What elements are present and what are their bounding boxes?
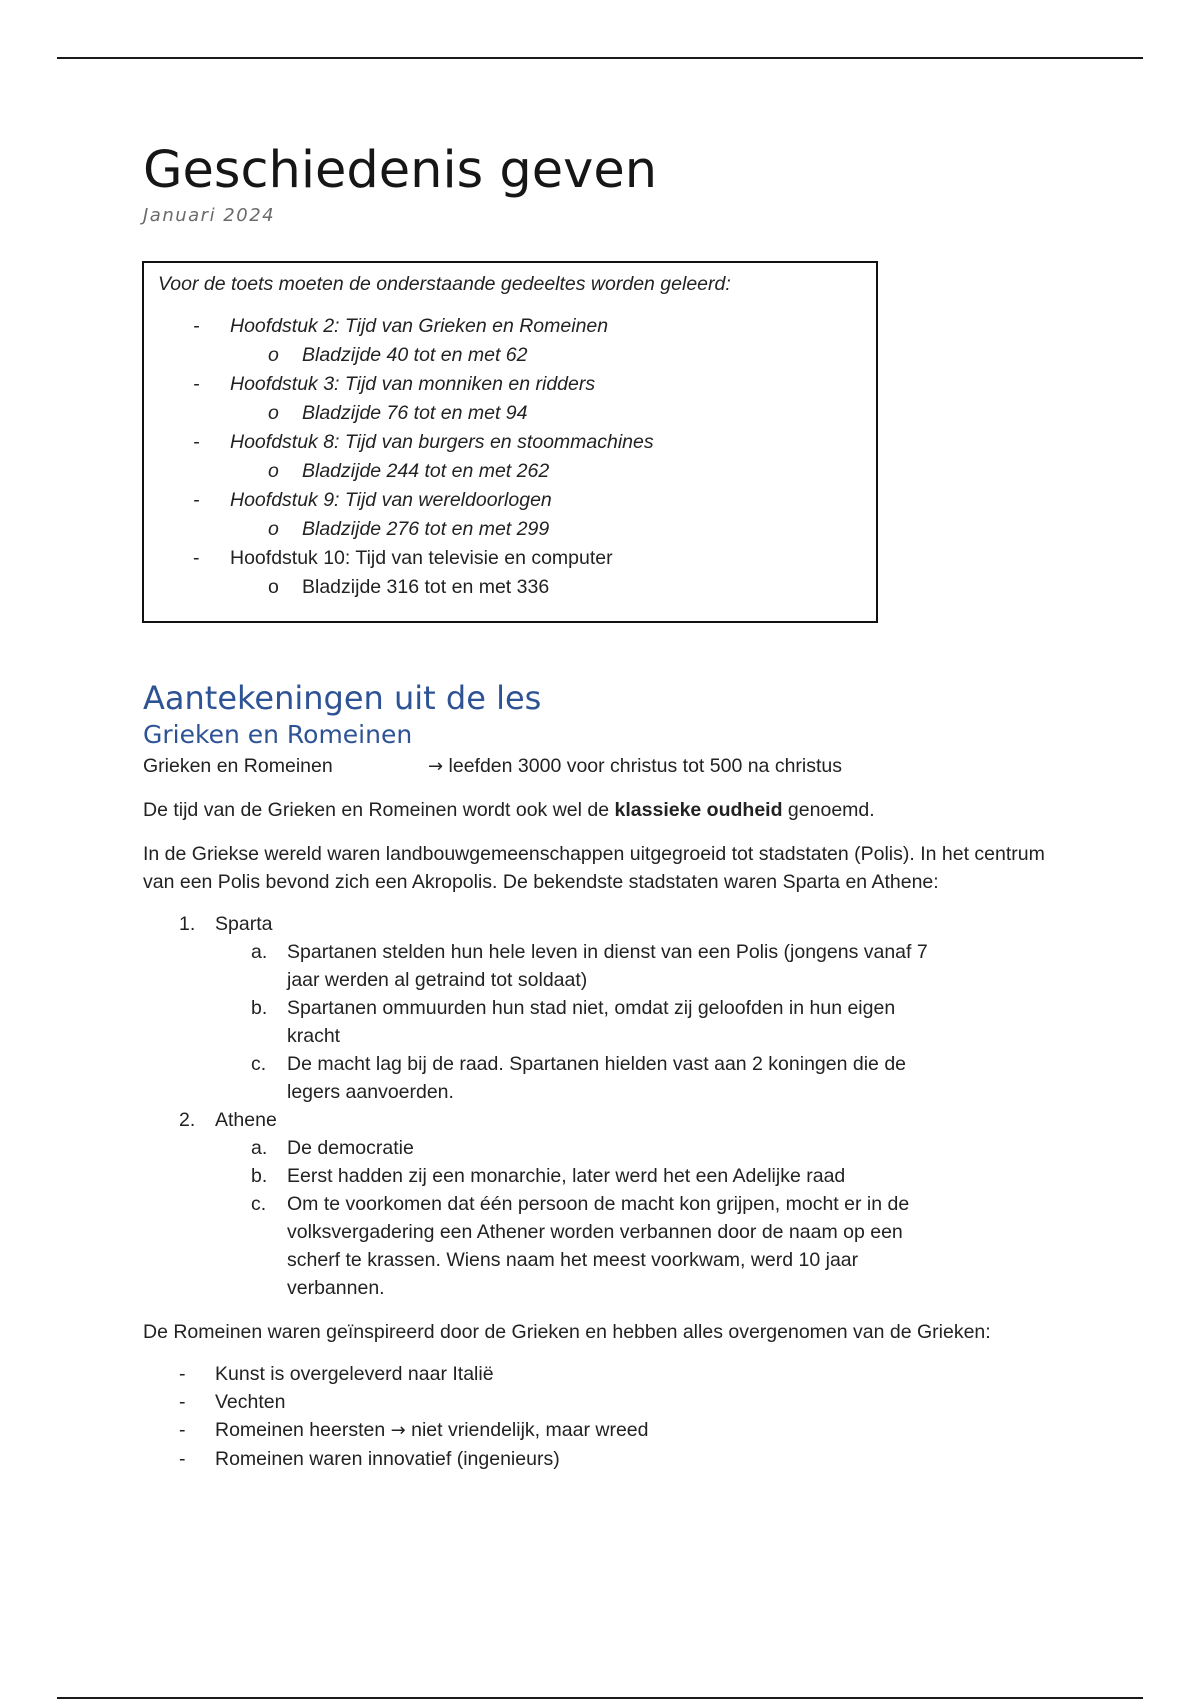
chapter-pages-text: Bladzijde 76 tot en met 94 — [302, 402, 528, 424]
chapter-list — [144, 315, 876, 605]
point-text: De macht lag bij de raad. Spartanen hielden vast aan 2 koningen die de legers aanvoerden. — [287, 1053, 907, 1103]
classic-bold-term: klassieke oudheid — [614, 799, 783, 821]
chapter-pages-text: Bladzijde 244 tot en met 262 — [302, 460, 550, 482]
dash-bullet: - — [179, 1448, 186, 1470]
list-item — [215, 1162, 947, 1190]
chapter-pages-text: Bladzijde 276 tot en met 299 — [302, 518, 550, 540]
chapter-pages — [144, 344, 876, 373]
chapter-pages-text: Bladzijde 316 tot en met 336 — [302, 576, 550, 598]
city-state-points — [215, 938, 1063, 1106]
period-value-wrap — [428, 752, 842, 781]
dash-bullet: - — [193, 547, 200, 569]
list-letter: a. — [251, 941, 268, 963]
point-text: De democratie — [287, 1137, 414, 1159]
chapter-label: Hoofdstuk 2: Tijd van Grieken en Romeinen — [230, 315, 609, 337]
top-rule — [57, 57, 1143, 59]
romans-paragraph: De Romeinen waren geïnspireerd door de Grieken en hebben alles overgenomen van de Grieken: — [143, 1321, 991, 1343]
dash-bullet: - — [193, 431, 200, 453]
list-letter: c. — [251, 1053, 267, 1075]
list-letter: a. — [251, 1137, 268, 1159]
circle-bullet: o — [268, 402, 279, 424]
period-row — [143, 752, 1063, 780]
right-arrow-icon: → — [390, 1420, 406, 1441]
notes-section — [143, 678, 1063, 1473]
study-box — [142, 261, 878, 623]
point-text: Eerst hadden zij een monarchie, later werd het een Adelijke raad — [287, 1165, 846, 1187]
right-arrow-icon: → — [428, 756, 444, 777]
list-letter: c. — [251, 1193, 267, 1215]
circle-bullet: o — [268, 344, 279, 366]
circle-bullet: o — [268, 576, 279, 598]
chapter-label: Hoofdstuk 9: Tijd van wereldoorlogen — [230, 489, 552, 511]
chapter-pages-text: Bladzijde 40 tot en met 62 — [302, 344, 528, 366]
city-state-points — [215, 1134, 1063, 1302]
bottom-rule — [57, 1697, 1143, 1699]
list-number: 2. — [179, 1109, 196, 1131]
point-text: Spartanen ommuurden hun stad niet, omdat zij geloofden in hun eigen kracht — [287, 997, 896, 1047]
list-item — [215, 1134, 947, 1162]
point-text: Spartanen stelden hun hele leven in dienst van een Polis (jongens vanaf 7 jaar werden al getraind tot soldaat) — [287, 941, 928, 991]
point-text: Om te voorkomen dat één persoon de macht kon grijpen, mocht er in de volksvergadering een Athener worden verbannen door de naam op een scherf te krassen. Wiens naam het meest voorkwam, werd 10 jaar verbannen. — [287, 1193, 910, 1299]
chapter-item — [144, 489, 876, 518]
list-item — [215, 1050, 947, 1106]
city-state-list — [143, 910, 1063, 1302]
point-text: Romeinen waren innovatief (ingenieurs) — [215, 1448, 560, 1470]
list-item — [143, 1416, 1063, 1445]
chapter-item — [144, 431, 876, 460]
dash-bullet: - — [179, 1419, 186, 1441]
point-text-after: niet vriendelijk, maar wreed — [405, 1419, 649, 1441]
dash-bullet: - — [179, 1363, 186, 1385]
list-item — [143, 1388, 1063, 1416]
dash-bullet: - — [193, 315, 200, 337]
point-text: Kunst is overgeleverd naar Italië — [215, 1363, 494, 1385]
list-number: 1. — [179, 913, 196, 935]
romans-list — [143, 1360, 1063, 1473]
dash-bullet: - — [193, 373, 200, 395]
page-header — [143, 140, 1043, 226]
page-subtitle: Januari 2024 — [143, 205, 276, 226]
city-state-name: Sparta — [215, 913, 273, 935]
chapter-pages — [144, 518, 876, 547]
study-box-intro: Voor de toets moeten de onderstaande gedeeltes worden geleerd: — [158, 273, 731, 295]
city-state-item — [143, 910, 1063, 1106]
list-item — [143, 1360, 1063, 1388]
list-item — [143, 1445, 1063, 1473]
city-state-item — [143, 1106, 1063, 1302]
polis-paragraph: In de Griekse wereld waren landbouwgemeenschappen uitgegroeid tot stadstaten (Polis). In het centrum van een Polis bevond zich een Akropolis. De bekendste stadstaten waren Sparta en Athene: — [143, 843, 1045, 893]
point-text: Romeinen heersten — [215, 1419, 391, 1441]
chapter-pages — [144, 460, 876, 489]
page-title: Geschiedenis geven — [143, 141, 658, 200]
chapter-label: Hoofdstuk 10: Tijd van televisie en computer — [230, 547, 613, 569]
chapter-pages — [144, 402, 876, 431]
list-letter: b. — [251, 1165, 268, 1187]
chapter-label: Hoofdstuk 8: Tijd van burgers en stoommachines — [230, 431, 654, 453]
period-value: leefden 3000 voor christus tot 500 na christus — [448, 755, 843, 777]
point-text: Vechten — [215, 1391, 286, 1413]
list-item — [215, 994, 947, 1050]
notes-heading: Aantekeningen uit de les — [143, 679, 542, 717]
city-state-name: Athene — [215, 1109, 277, 1131]
period-label: Grieken en Romeinen — [143, 755, 333, 777]
chapter-item — [144, 547, 876, 576]
circle-bullet: o — [268, 518, 279, 540]
classic-text-after: genoemd. — [782, 799, 875, 821]
circle-bullet: o — [268, 460, 279, 482]
classic-paragraph — [143, 796, 1063, 824]
list-item — [215, 938, 947, 994]
chapter-item — [144, 373, 876, 402]
list-item — [215, 1190, 947, 1302]
chapter-pages — [144, 576, 876, 605]
chapter-item — [144, 315, 876, 344]
dash-bullet: - — [179, 1391, 186, 1413]
dash-bullet: - — [193, 489, 200, 511]
notes-subheading: Grieken en Romeinen — [143, 720, 413, 749]
list-letter: b. — [251, 997, 268, 1019]
chapter-label: Hoofdstuk 3: Tijd van monniken en ridders — [230, 373, 596, 395]
classic-text-before: De tijd van de Grieken en Romeinen wordt ook wel de — [143, 799, 615, 821]
